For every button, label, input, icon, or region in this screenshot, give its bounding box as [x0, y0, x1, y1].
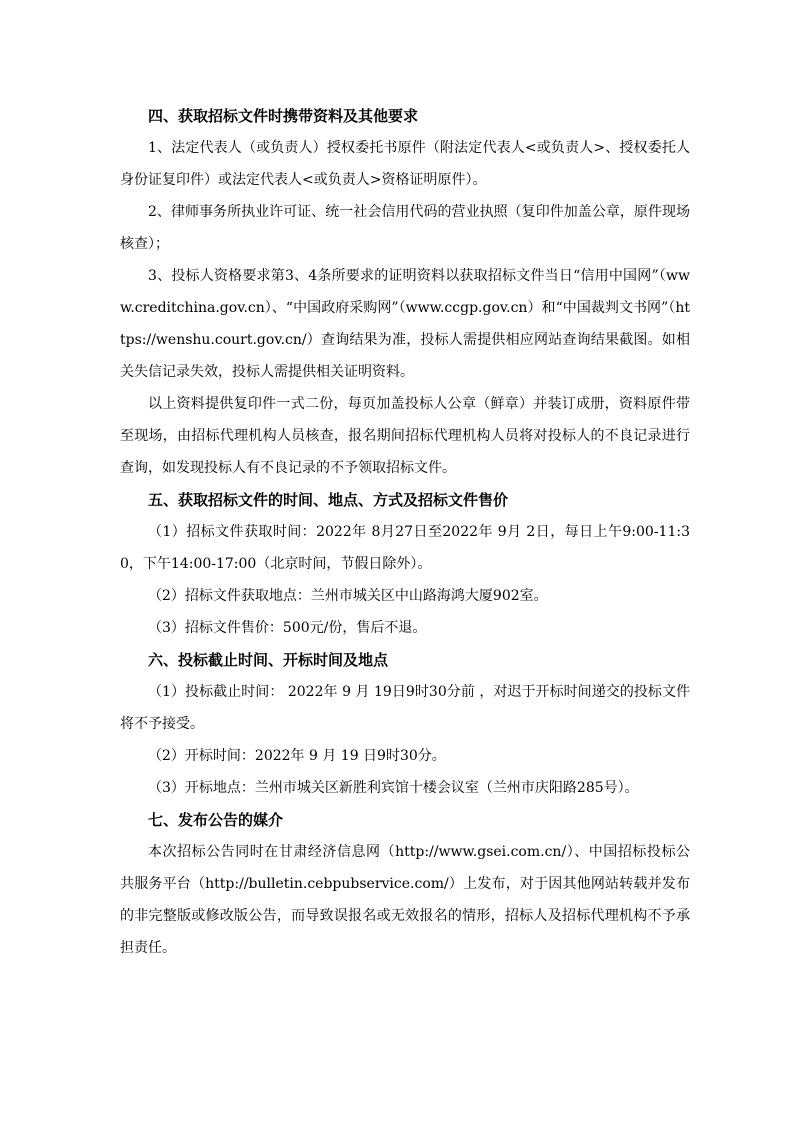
paragraph: 本次招标公告同时在甘肃经济信息网（http://www.gsei.com.cn/）、中国招标投标公共服务平台（http://bulletin.cebpubservice.com/）上发布，对于因其他网站转载并发布的非完整版或修改版公告，而导致误报名或无效报名的情形，招标人及招标代理机构不予承担责任。 — [120, 844, 690, 956]
section-5 — [120, 484, 690, 644]
section-6 — [120, 644, 690, 804]
section-heading: 四、获取招标文件时携带资料及其他要求 — [148, 107, 419, 125]
section-heading: 七、发布公告的媒介 — [148, 811, 284, 829]
section-heading: 五、获取招标文件的时间、地点、方式及招标文件售价 — [148, 491, 509, 509]
paragraph: （1）招标文件获取时间：2022年 8月27日至2022年 9月 2日，每日上午9:00-11:30，下午14:00-17:00（北京时间，节假日除外）。 — [120, 524, 690, 572]
section-4 — [120, 100, 690, 484]
paragraph: （3）招标文件售价：500元/份，售后不退。 — [148, 620, 427, 636]
section-heading: 六、投标截止时间、开标时间及地点 — [148, 651, 389, 669]
paragraph: （1）投标截止时间： 2022年 9 月 19日9时30分前 ，对迟于开标时间递交的投标文件将不予接受。 — [120, 684, 690, 732]
document-page — [120, 100, 690, 964]
paragraph: （2）招标文件获取地点：兰州市城关区中山路海鸿大厦902室。 — [148, 588, 548, 604]
paragraph: 以上资料提供复印件一式二份，每页加盖投标人公章（鲜章）并装订成册，资料原件带至现场，由招标代理机构人员核查，报名期间招标代理机构人员将对投标人的不良记录进行查询，如发现投标人有不良记录的不予领取招标文件。 — [120, 396, 690, 476]
paragraph: 3、投标人资格要求第3、4条所要求的证明资料以获取招标文件当日“信用中国网”（www.creditchina.gov.cn）、“中国政府采购网”（www.ccgp.gov.cn）和“中国裁判文书网”（https://wenshu.court.gov.cn/）查询结果为准，投标人需提供相应网站查询结果截图。如相关失信记录失效，投标人需提供相关证明资料。 — [120, 268, 690, 380]
paragraph: 2、律师事务所执业许可证、统一社会信用代码的营业执照（复印件加盖公章，原件现场核查）； — [120, 204, 690, 252]
paragraph: （2）开标时间：2022年 9 月 19 日9时30分。 — [148, 748, 446, 764]
paragraph: 1、法定代表人（或负责人）授权委托书原件（附法定代表人<或负责人>、授权委托人身份证复印件）或法定代表人<或负责人>资格证明原件）。 — [120, 140, 690, 188]
section-7 — [120, 804, 690, 964]
paragraph: （3）开标地点：兰州市城关区新胜利宾馆十楼会议室（兰州市庆阳路285号）。 — [148, 780, 639, 796]
